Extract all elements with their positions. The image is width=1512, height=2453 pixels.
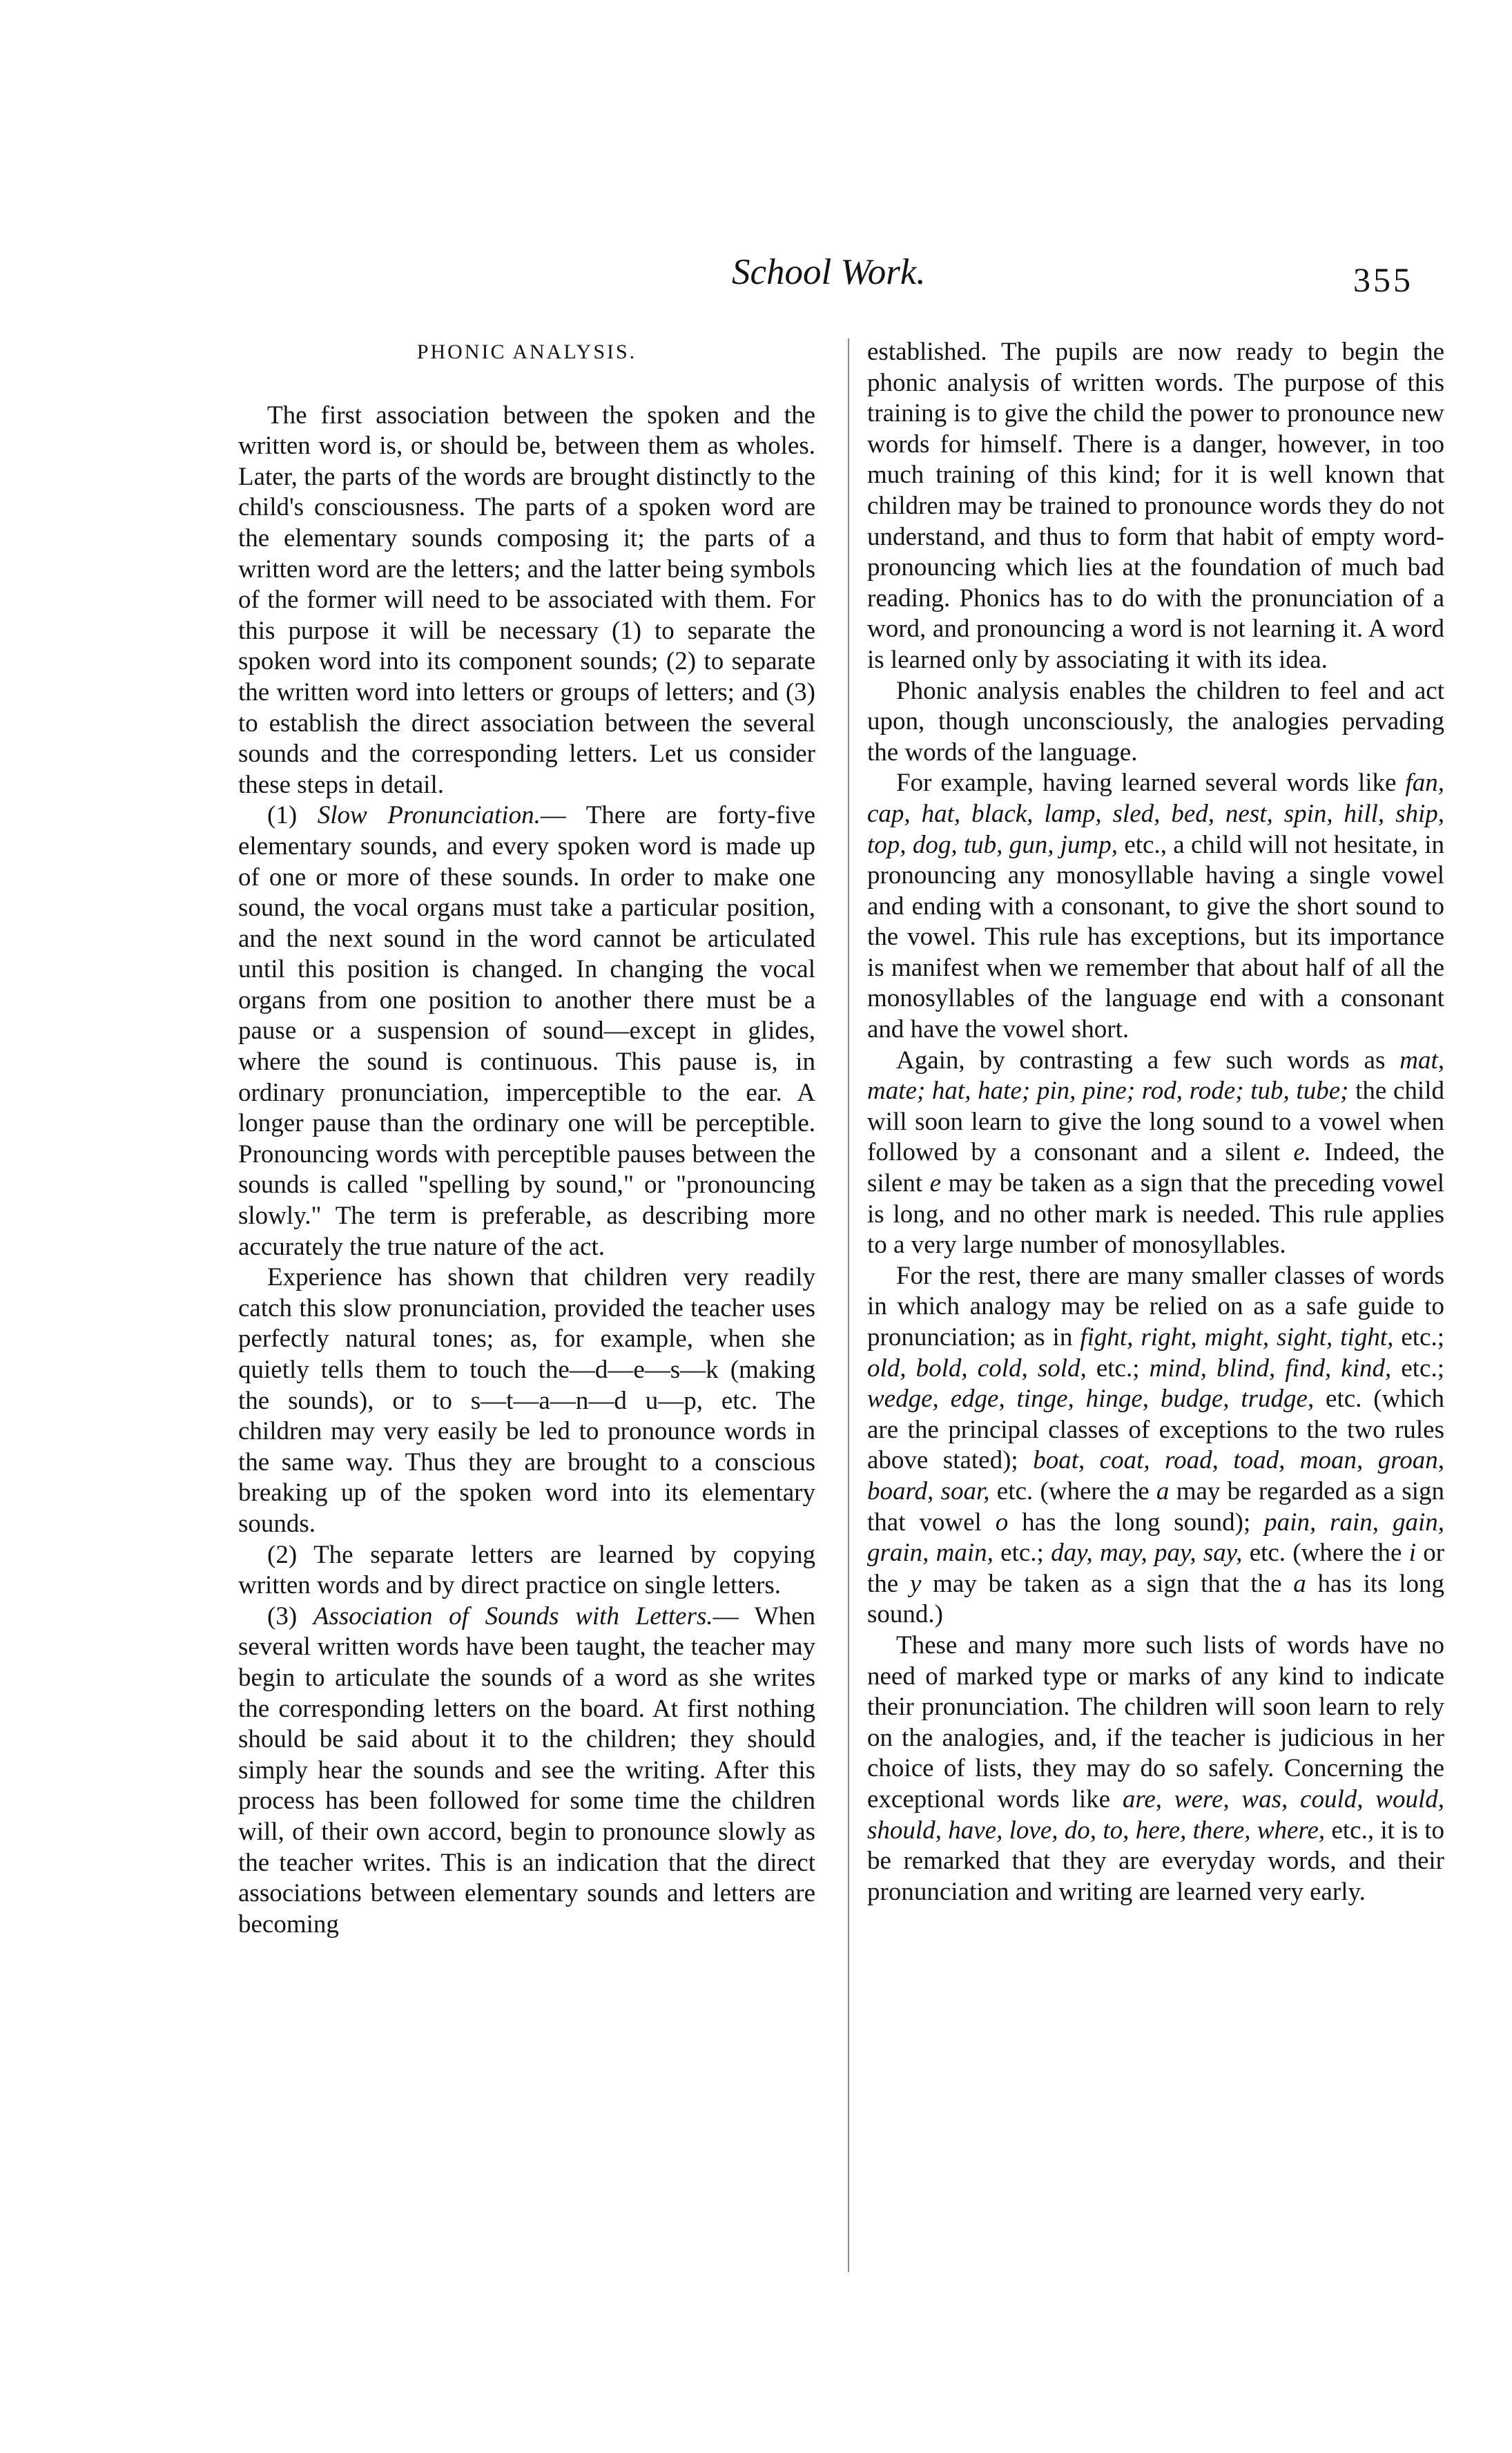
paragraph: Phonic analysis enables the children to feel and act upon, though unconsciously, the analogies pervading the words of the language. (867, 676, 1444, 767)
paragraph-text: — When several written words have been taught, the teacher may begin to articulate the sounds of a word as she writes the corresponding letters on the board. At first nothing should be said about it to the children; they should simply hear the sounds and see the writing. After this process has been followed for some time the children will, of their own accord, begin to pronounce slowly as the teacher writes. This is an indication that the direct associations between elementary sounds and letters are becoming (238, 1601, 816, 1939)
paragraph-text: etc., a child will not hesitate, in pronouncing any monosyllable having a single vowel and ending with a consonant, to give the short sound to the vowel. This rule has exceptions, but its importance is manifest when we remember that about half of all the monosyllables of the language end with a consonant and have the vowel short. (867, 830, 1445, 1044)
example-words: day, may, pay, say, (1051, 1539, 1243, 1568)
letter: a (1293, 1569, 1306, 1598)
paragraph-text: may be taken as a sign that the (933, 1569, 1282, 1598)
paragraph-text: may be regarded as a sign that vowel (867, 1476, 1445, 1537)
paragraph-text: etc.; (1096, 1354, 1140, 1383)
paragraph-text: the child will soon learn to give the long sound to a vowel when followed by a consonant and a silent (867, 1077, 1444, 1167)
letter: y (909, 1569, 922, 1598)
left-column (238, 337, 815, 1940)
paragraph-text: These and many more such lists of words have no need of marked type or marks of any kind to indicate their pronunciation. The children will soon learn to rely on the analogies, and, if the teacher is judicious in her choice of lists, they may do so safely. Concerning the exceptional words like (867, 1630, 1444, 1814)
letter: e (929, 1169, 942, 1198)
paragraph: The first association between the spoken and the written word is, or should be, between them as wholes. Later, the parts of the words are brought distinctly to the child's consciousness. The parts of a spoken word are the elementary sounds composing it; the parts of a written word are the letters; and the latter being symbols of the former will need to be associated with them. For this purpose it will be necessary (1) to separate the spoken word into its component sounds; (2) to separate the written word into letters or groups of letters; and (3) to establish the direct association between the several sounds and the corresponding letters. Let us consider these steps in detail. (238, 401, 815, 799)
section-heading: PHONIC ANALYSIS. (416, 340, 637, 363)
example-words: pain, rain, gain, grain, main, (867, 1508, 1445, 1568)
paragraph-text: etc.; (1401, 1354, 1445, 1383)
paragraph-text: For the rest, there are many smaller classes of words in which analogy may be relied on as a safe guide to pronunciation; as in (867, 1261, 1444, 1351)
example-words: wedge, edge, tinge, hinge, budge, trudge, (867, 1385, 1315, 1414)
example-words: mat, mate; hat, hate; pin, pine; rod, rode; tub, tube; (867, 1046, 1445, 1106)
running-head: School Work. (732, 252, 926, 292)
paragraph-text: has the long sound); (1022, 1508, 1251, 1537)
letter: o (995, 1508, 1009, 1537)
paragraph-text: has its long sound.) (867, 1569, 1445, 1629)
paragraph-text: etc. (where the (1249, 1539, 1402, 1568)
column-divider (848, 338, 849, 2272)
step-title: Slow Pronunciation. (317, 801, 541, 830)
example-words: fight, right, might, sight, tight, (1080, 1323, 1394, 1351)
step-number: (1) (267, 801, 298, 830)
example-words: fan, cap, hat, black, lamp, sled, bed, nest, spin, hill, ship, top, dog, tub, gun, jump, (867, 769, 1444, 859)
paragraph (238, 800, 815, 1262)
paragraph-text: Indeed, the silent (867, 1138, 1445, 1198)
paragraph-text: etc.; (1401, 1323, 1445, 1351)
paragraph-text: or the (867, 1539, 1445, 1598)
paragraph-text: — There are forty-five elementary sounds, and every spoken word is made up of one or more of these sounds. In order to make one sound, the vocal organs must take a particular position, and the next sound in the word cannot be articulated until this position is changed. In changing the vocal organs from one position to another there must be a pause or a suspension of sound—except in glides, where the sound is continuous. This pause is, in ordinary pronunciation, imperceptible to the ear. A longer pause than the ordinary one will be perceptible. Pronouncing words with perceptible pauses between the sounds is called "spelling by sound," or "pronouncing slowly." The term is preferable, as describing more accurately the true nature of the act. (238, 801, 815, 1261)
paragraph-text: For example, having learned several words like (896, 769, 1397, 798)
paragraph-text: etc.; (1000, 1539, 1044, 1568)
paragraph-text: may be taken as a sign that the preceding vowel is long, and no other mark is needed. This rule applies to a very large number of monosyllables. (867, 1169, 1445, 1260)
letter: a (1156, 1476, 1170, 1506)
example-words: mind, blind, find, kind, (1149, 1354, 1392, 1383)
page-number: 355 (1353, 260, 1413, 299)
example-words: are, were, was, could, would, should, have, love, do, to, here, there, where, (867, 1785, 1444, 1845)
paragraph: Experience has shown that children very readily catch this slow pronunciation, provided the teacher uses perfectly natural tones; as, for example, when she quietly tells them to touch the—d—e—s—k (making the sounds), or to s—t—a—n—d u—p, etc. The children may very easily be led to pronounce words in the same way. Thus they are brought to a conscious breaking up of the spoken word into its elementary sounds. (238, 1263, 815, 1538)
example-words: boat, coat, road, toad, moan, groan, board, soar, (867, 1446, 1445, 1506)
paragraph (238, 1601, 815, 1941)
step-number: (3) (267, 1601, 298, 1630)
paragraph (867, 1046, 1444, 1261)
step-title: Association of Sounds with Letters. (313, 1601, 713, 1630)
example-words: old, bold, cold, sold, (867, 1354, 1087, 1383)
paragraph: established. The pupils are now ready to begin the phonic analysis of written words. The purpose of this training is to give the child the power to pronounce new words for himself. There is a danger, however, in too much training of this kind; for it is well known that children may be trained to pronounce words they do not understand, and thus to form that habit of empty word-pronouncing which lies at the foundation of much bad reading. Phonics has to do with the pronunciation of a word, and pronouncing a word is not learning it. A word is learned only by associating it with its idea. (867, 338, 1444, 674)
paragraph: (2) The separate letters are learned by copying written words and by direct practice on single letters. (238, 1540, 815, 1600)
letter: i (1408, 1539, 1416, 1568)
paragraph (867, 1261, 1444, 1630)
paragraph (867, 768, 1444, 1045)
paragraph-text: etc. (where the (996, 1476, 1150, 1506)
paragraph-text: etc. (which are the principal classes of exceptions to the two rules above stated); (867, 1385, 1444, 1475)
right-column (867, 337, 1444, 1907)
letter: e. (1293, 1138, 1312, 1167)
paragraph-text: Again, by contrasting a few such words as (896, 1046, 1386, 1075)
paragraph (867, 1630, 1444, 1907)
paragraph-text: etc., it is to be remarked that they are everyday words, and their pronunciation and writing are learned very early. (867, 1816, 1445, 1906)
